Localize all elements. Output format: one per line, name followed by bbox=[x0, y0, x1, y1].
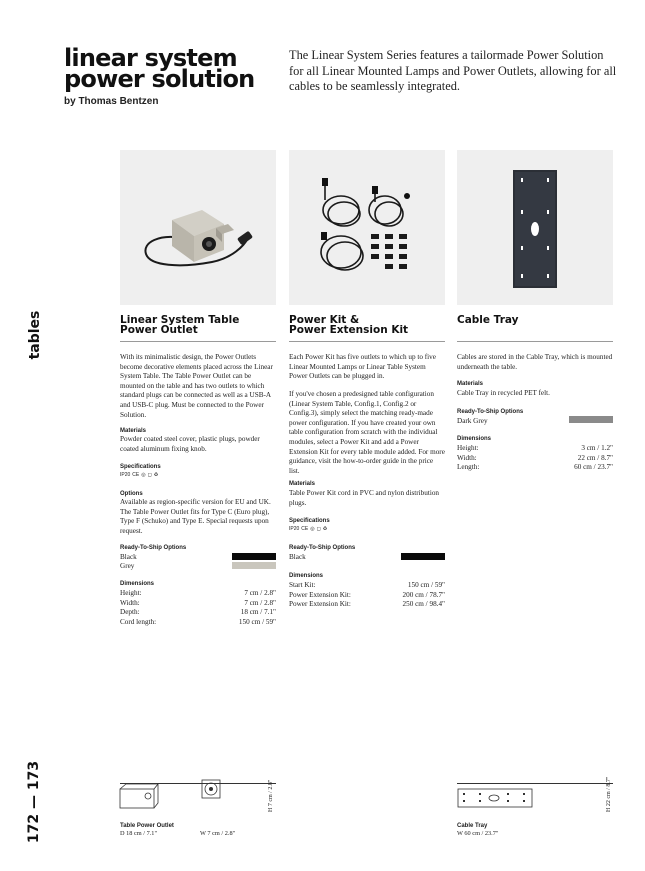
power-outlet-photo bbox=[120, 150, 276, 305]
product-title-power-kit: Power Kit & Power Extension Kit bbox=[289, 314, 409, 336]
black-swatch bbox=[232, 553, 276, 560]
black-swatch bbox=[401, 553, 445, 560]
page-title bbox=[64, 44, 255, 93]
kit-description: Each Power Kit has five outlets to which up to five Linear Mounted Lamps or Linear Table System Power Outlets can be plugged in. bbox=[289, 353, 436, 381]
page-numbers: 172 — 173 bbox=[26, 760, 42, 844]
rts-option: Black bbox=[289, 553, 306, 561]
certification-icons bbox=[289, 526, 327, 532]
outlet-materials: Powder coated steel cover, plastic plugs, powder coated aluminum fixing knob. bbox=[120, 435, 260, 453]
kit-materials: Table Power Kit cord in PVC and nylon distribution plugs. bbox=[289, 489, 440, 507]
grey-swatch bbox=[232, 562, 276, 569]
tray-drawing-caption: Cable Tray W 60 cm / 23.7" bbox=[457, 823, 499, 837]
materials-label: Materials bbox=[120, 428, 147, 434]
dimensions-label: Dimensions bbox=[120, 581, 155, 587]
rts-option: Dark Grey bbox=[457, 417, 488, 425]
kit-dimensions: Start Kit: 150 cm / 59" Power Extension Kit: 200 cm / 78.7" Power Extension Kit: 250 cm / 98.4" bbox=[289, 581, 445, 609]
specs-label: Specifications bbox=[289, 518, 330, 524]
outlet-options: Available as region-specific version for EU and UK. The Table Power Outlet fits for Type C (Euro plug), Type F (Schuko) and Type E. Special requests upon request. bbox=[120, 498, 271, 535]
drawing-baseline bbox=[457, 783, 613, 784]
outlet-front-drawing bbox=[200, 778, 224, 802]
tray-drawing bbox=[457, 788, 535, 810]
ip-rating: IP20 bbox=[289, 526, 300, 532]
title-line-2: power solution bbox=[64, 65, 255, 93]
rts-label: Ready-To-Ship Options bbox=[120, 545, 187, 551]
rts-label: Ready-To-Ship Options bbox=[289, 545, 356, 551]
outlet-description: With its minimalistic design, the Power Outlets become decorative elements placed across the Linear System Table. The Table Power Outlet can be mounted on the table and has two outlets to which standard plugs can be connected as well as a USB-A and USB-C plug. Must be connected to the Power Solution. bbox=[120, 353, 273, 419]
materials-label: Materials bbox=[289, 481, 316, 487]
options-label: Options bbox=[120, 491, 143, 497]
recycle-icon: ◎ bbox=[141, 472, 146, 478]
outlet-dimensions: Height: 7 cm / 2.8" Width: 7 cm / 2.8" Depth: 18 cm / 7.1" Cord length: 150 cm / 59" bbox=[120, 589, 276, 626]
product-title-outlet: Linear System Table Power Outlet bbox=[120, 314, 240, 336]
bin-icon: ♻ bbox=[322, 526, 328, 532]
specs-label: Specifications bbox=[120, 464, 161, 470]
rts-label: Ready-To-Ship Options bbox=[457, 409, 524, 415]
ce-mark-icon: CE bbox=[132, 472, 140, 478]
kit-description-2: If you've chosen a predesigned table configuration (Linear System Table, Config.1, Config.2 or Config.3), simply select the matching ready-made power configuration. If you have created your own table configuration from scratch with the individual modules, select a Power Kit and add a Power Extension Kit for every table module added. For more guidance, visit the how-to-order guide in the price list. bbox=[289, 390, 445, 475]
outlet-height-label: H 7 cm / 2.8" bbox=[268, 779, 274, 812]
title-line-1: linear system bbox=[64, 44, 237, 72]
intro-text: The Linear System Series features a tailormade Power Solution for all Linear Mounted Lamps and Power Outlets, allowing for all cables to be seamlessly integrated. bbox=[289, 48, 617, 94]
outlet-drawing-caption: Table Power Outlet D 18 cm / 7.1" bbox=[120, 823, 174, 837]
tray-materials: Cable Tray in recycled PET felt. bbox=[457, 389, 550, 397]
author: by Thomas Bentzen bbox=[64, 96, 159, 107]
rts-option: Grey bbox=[120, 562, 135, 570]
divider bbox=[120, 341, 276, 342]
tray-height-label: H 22 cm / 8.7" bbox=[606, 776, 612, 812]
outlet-width-label: W 7 cm / 2.8" bbox=[200, 830, 236, 837]
ip-rating: IP20 bbox=[120, 472, 131, 478]
product-title-cable-tray: Cable Tray bbox=[457, 314, 519, 326]
tray-dimensions: Height: 3 cm / 1.2" Width: 22 cm / 8.7" Length: 60 cm / 23.7" bbox=[457, 444, 613, 472]
power-kit-photo bbox=[289, 150, 445, 305]
divider bbox=[457, 341, 613, 342]
class-icon: ◻ bbox=[147, 472, 152, 478]
divider bbox=[289, 341, 445, 342]
dimensions-label: Dimensions bbox=[457, 436, 492, 442]
materials-label: Materials bbox=[457, 381, 484, 387]
cable-tray-photo bbox=[457, 150, 613, 305]
certification-icons bbox=[120, 472, 158, 478]
rts-option: Black bbox=[120, 553, 137, 561]
dark-grey-swatch bbox=[569, 416, 613, 423]
outlet-side-drawing bbox=[118, 776, 178, 816]
section-label: tables bbox=[27, 310, 43, 360]
bin-icon: ♻ bbox=[153, 472, 159, 478]
ce-mark-icon: CE bbox=[301, 526, 309, 532]
class-icon: ◻ bbox=[316, 526, 321, 532]
recycle-icon: ◎ bbox=[310, 526, 315, 532]
dimensions-label: Dimensions bbox=[289, 573, 324, 579]
tray-description: Cables are stored in the Cable Tray, which is mounted underneath the table. bbox=[457, 353, 613, 371]
